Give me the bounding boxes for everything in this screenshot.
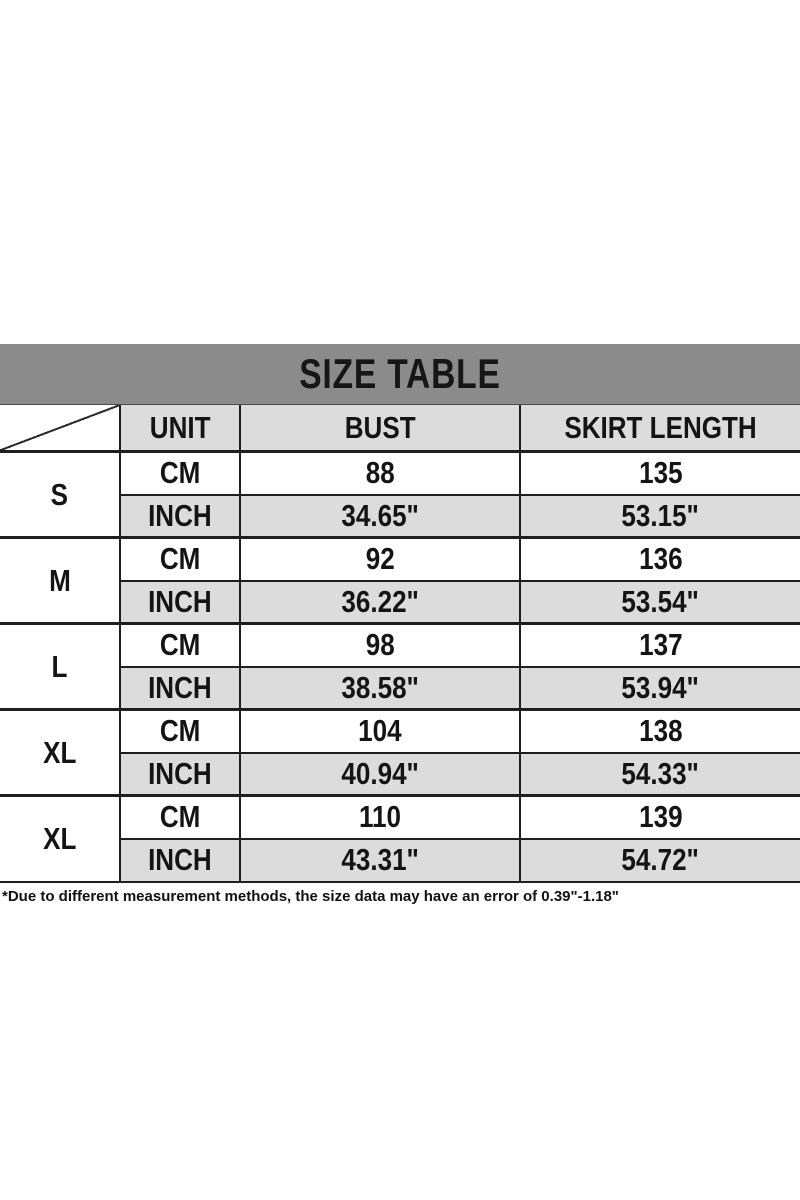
col-header-unit (120, 405, 240, 452)
skirt-length-value-cell (520, 581, 800, 624)
skirt-length-value: 135 (638, 455, 683, 491)
unit-label-inch: INCH (148, 755, 212, 791)
skirt-length-value-cell (520, 839, 800, 882)
measurement-error-footnote: *Due to different measurement methods, the size data may have an error of 0.39"-1.18" (2, 887, 619, 905)
skirt-length-value-cell (520, 495, 800, 538)
bust-value: 104 (358, 713, 402, 749)
size-label-l: L (51, 648, 68, 684)
bust-value: 38.58" (341, 669, 419, 705)
skirt-length-value-cell (520, 667, 800, 710)
bust-value-cell (240, 495, 520, 538)
bust-value-cell (240, 839, 520, 882)
skirt-length-value: 54.72" (621, 842, 700, 877)
unit-cell (120, 710, 240, 753)
size-label-cell-l (0, 624, 120, 710)
unit-cell (120, 839, 240, 882)
unit-label-cm: CM (159, 799, 201, 835)
table-row-l-inch (0, 667, 800, 710)
bust-value-cell (240, 624, 520, 667)
unit-cell (120, 753, 240, 796)
bust-value: 92 (365, 541, 395, 577)
bust-value-cell (240, 796, 520, 839)
skirt-length-value-cell (520, 538, 800, 581)
skirt-length-value-cell (520, 624, 800, 667)
skirt-length-value: 137 (638, 627, 683, 663)
col-header-bust (240, 405, 520, 452)
skirt-length-value-cell (520, 710, 800, 753)
header-size-diagonal-cell (0, 405, 120, 452)
bust-value-cell (240, 710, 520, 753)
unit-label-inch: INCH (148, 842, 212, 877)
size-label-cell-xl2 (0, 796, 120, 882)
table-row-m-cm (0, 538, 800, 581)
unit-label-cm: CM (159, 541, 201, 577)
unit-cell (120, 624, 240, 667)
unit-cell (120, 581, 240, 624)
size-label-s: S (50, 476, 69, 512)
skirt-length-value: 139 (638, 799, 683, 835)
bust-value: 43.31" (341, 842, 419, 877)
skirt-length-value: 138 (638, 713, 683, 749)
skirt-length-value-cell (520, 796, 800, 839)
bust-value-cell (240, 452, 520, 495)
unit-label-cm: CM (159, 627, 201, 663)
bust-value: 40.94" (341, 755, 419, 791)
unit-cell (120, 796, 240, 839)
bust-value-cell (240, 753, 520, 796)
size-label-cell-xl (0, 710, 120, 796)
skirt-length-value: 136 (638, 541, 683, 577)
unit-cell (120, 538, 240, 581)
header-row (0, 405, 800, 452)
col-header-skirt-length-label: SKIRT LENGTH (564, 409, 757, 445)
bust-value: 34.65" (341, 497, 419, 533)
skirt-length-value-cell (520, 452, 800, 495)
skirt-length-value: 53.54" (621, 583, 700, 619)
table-row-s-cm (0, 452, 800, 495)
table-row-xl2-inch (0, 839, 800, 882)
size-table-title-band (0, 344, 800, 405)
table-row-m-inch (0, 581, 800, 624)
size-label-m: M (48, 562, 71, 598)
unit-cell (120, 495, 240, 538)
skirt-length-value-cell (520, 753, 800, 796)
unit-label-inch: INCH (148, 497, 212, 533)
skirt-length-value: 53.15" (621, 497, 700, 533)
col-header-unit-label: UNIT (149, 409, 211, 445)
size-label-xl2: XL (42, 820, 77, 856)
size-label-cell-m (0, 538, 120, 624)
table-row-s-inch (0, 495, 800, 538)
unit-cell (120, 667, 240, 710)
bust-value: 110 (358, 799, 401, 835)
bust-value: 88 (365, 455, 395, 491)
bust-value-cell (240, 667, 520, 710)
bust-value: 36.22" (341, 583, 419, 619)
table-row-xl-cm (0, 710, 800, 753)
size-label-cell-s (0, 452, 120, 538)
table-row-l-cm (0, 624, 800, 667)
unit-label-inch: INCH (148, 669, 212, 705)
col-header-skirt-length (520, 405, 800, 452)
unit-label-inch: INCH (148, 583, 212, 619)
col-header-bust-label: BUST (344, 409, 416, 445)
size-table (0, 405, 800, 883)
table-row-xl2-cm (0, 796, 800, 839)
bust-value-cell (240, 581, 520, 624)
unit-label-cm: CM (159, 455, 201, 491)
skirt-length-value: 54.33" (621, 755, 700, 791)
skirt-length-value: 53.94" (621, 669, 700, 705)
size-chart-block (0, 344, 800, 905)
size-table-title: SIZE TABLE (299, 350, 501, 397)
size-label-xl: XL (42, 734, 77, 770)
bust-value-cell (240, 538, 520, 581)
unit-cell (120, 452, 240, 495)
table-row-xl-inch (0, 753, 800, 796)
unit-label-cm: CM (159, 713, 201, 749)
bust-value: 98 (365, 627, 395, 663)
